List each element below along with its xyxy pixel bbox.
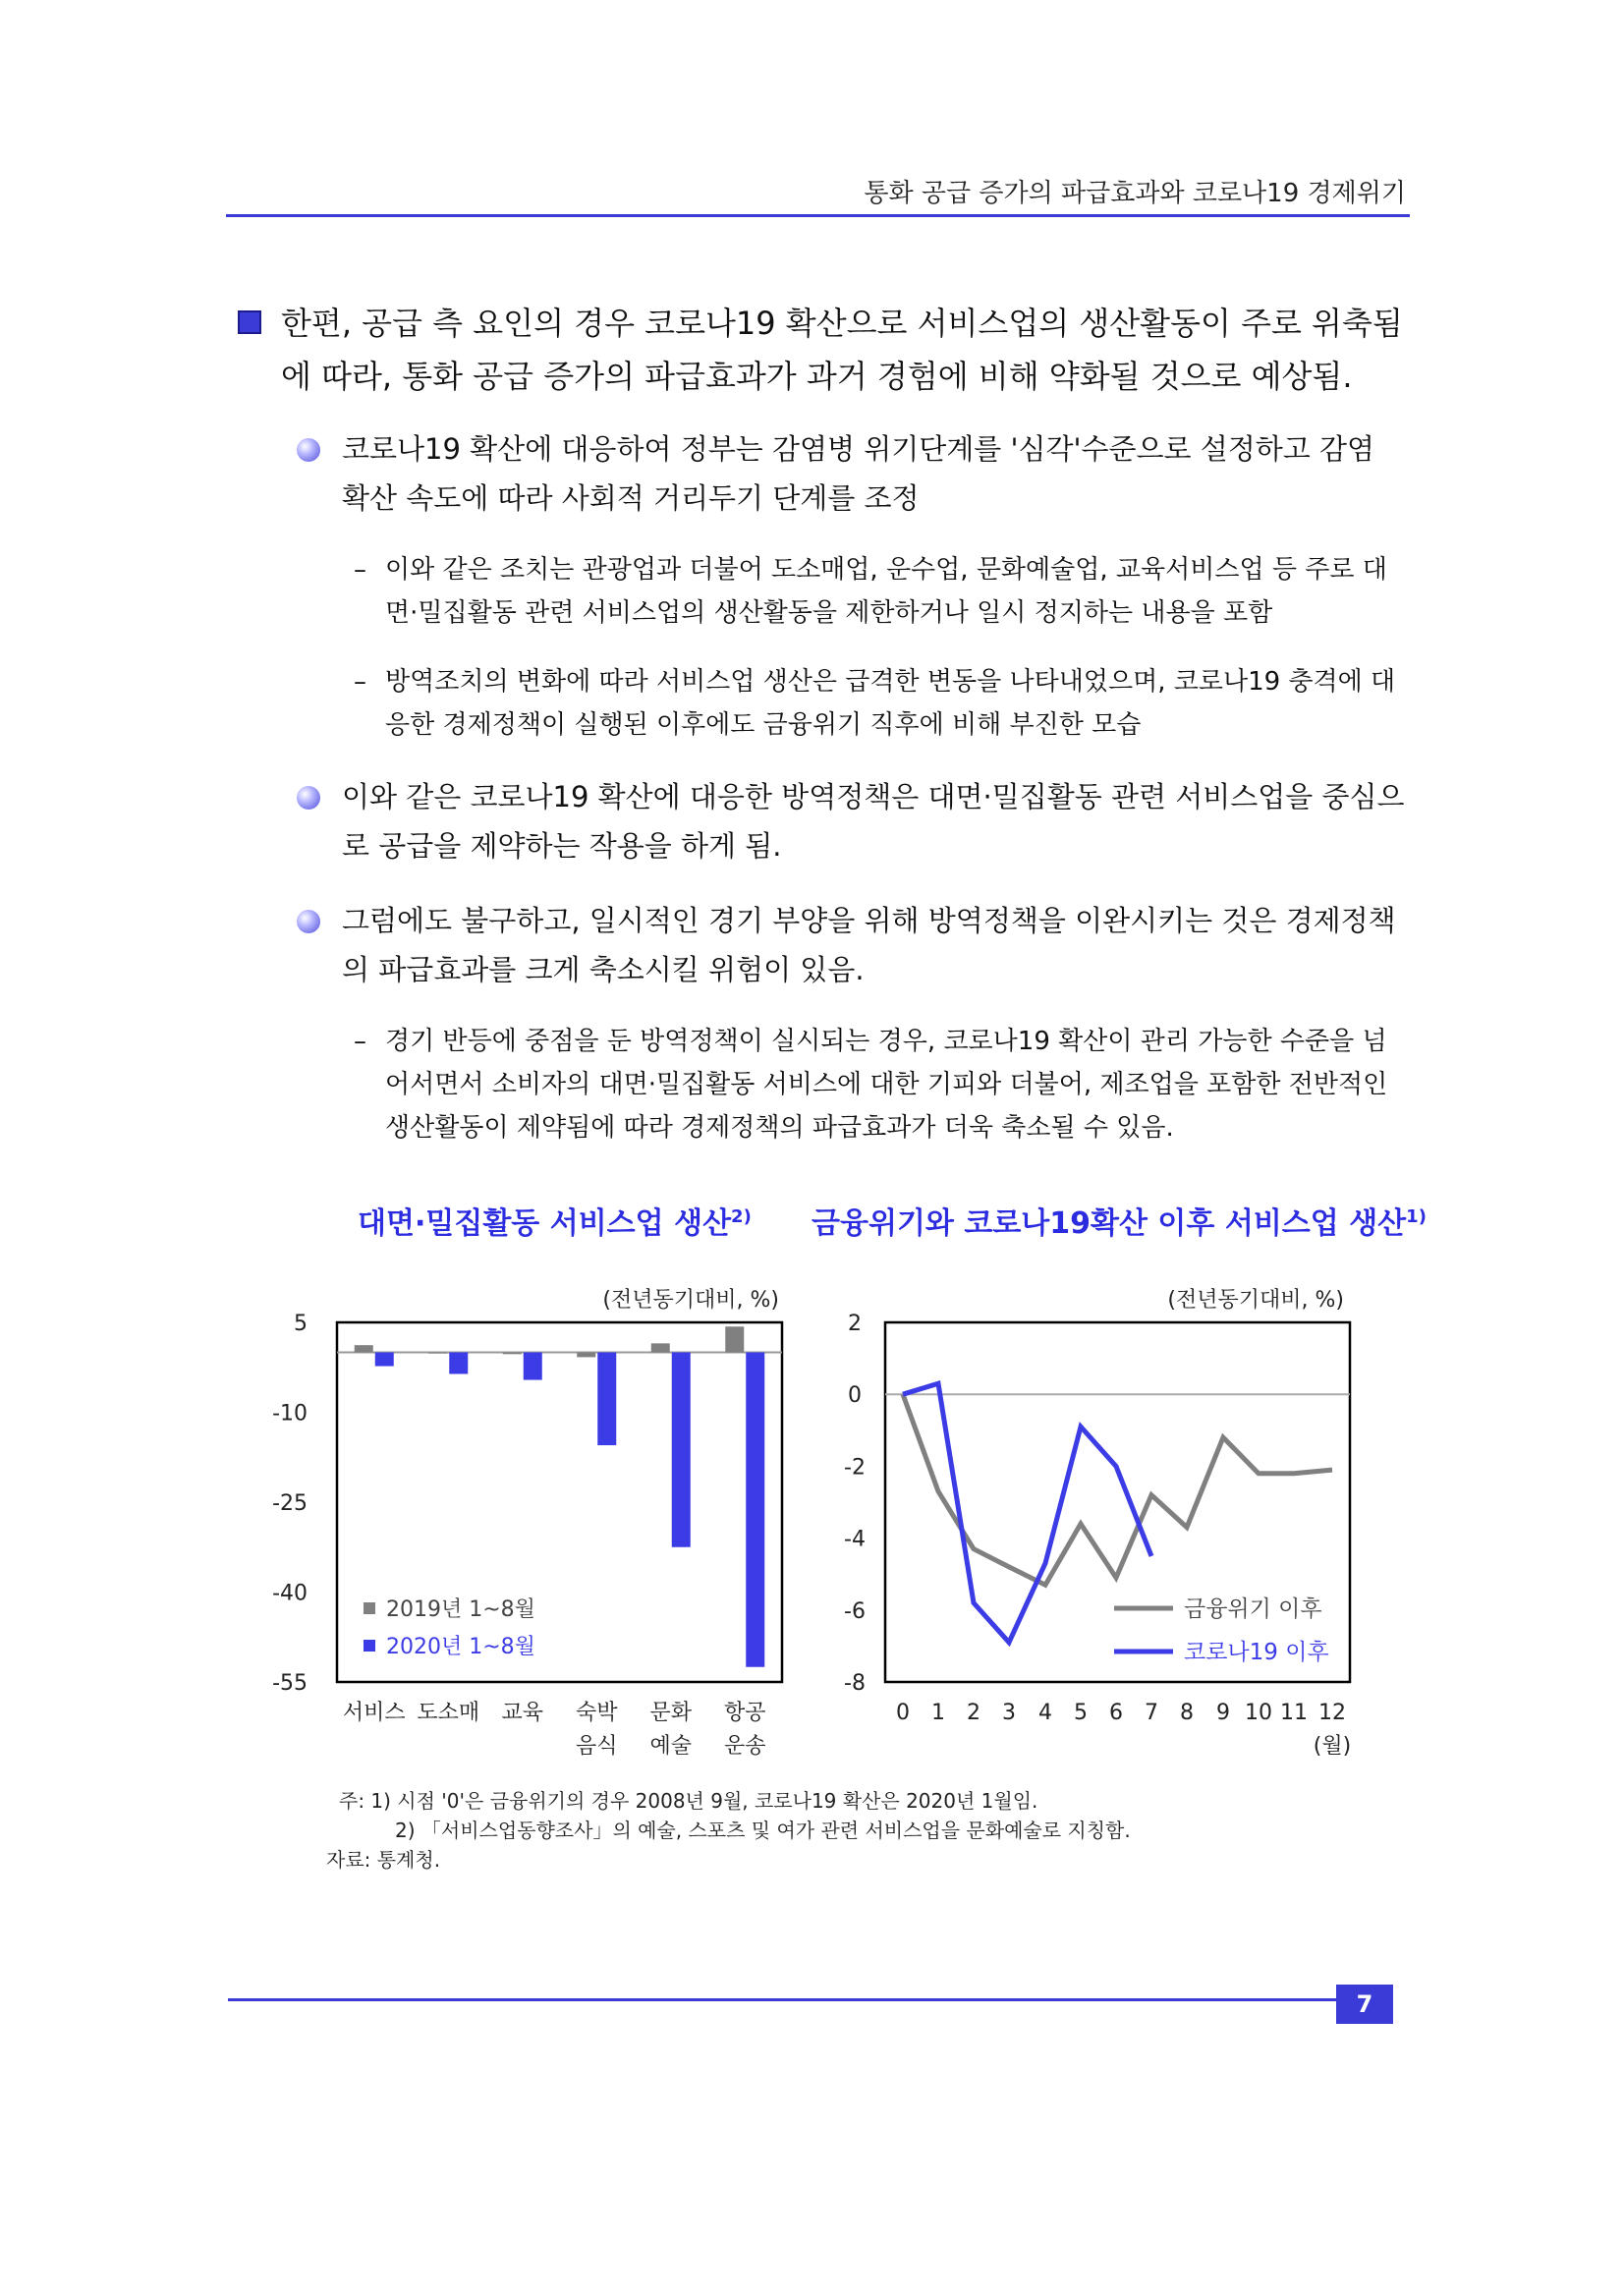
line-x-tick-label: 3 [1002,1701,1016,1725]
bar-y-tick-label: -25 [272,1491,308,1516]
right-chart-title-text: 금융위기와 코로나19확산 이후 서비스업 생산 [812,1206,1407,1241]
line-y-tick-label: -6 [844,1598,866,1624]
bar-2020 [449,1353,468,1374]
line-legend-label: 코로나19 이후 [1184,1640,1329,1665]
bar-2020 [597,1353,616,1446]
bar-category-label: 운송 [723,1734,766,1759]
line-x-tick-label: 6 [1109,1701,1123,1725]
bar-2019 [355,1345,373,1352]
bar-legend-label: 2019년 1~8월 [386,1597,535,1622]
sub-item-3a-text: 경기 반등에 중점을 둔 방역정책이 실시되는 경우, 코로나19 확산이 관리 가능한 수준을 넘어서면서 소비자의 대면·밀집활동 서비스에 대한 기피와 더불어, 제조업을 포함한 전반적인 생산활동이 제약됨에 따라 경제정책의 파급효과가 더욱 축소될 수 있음. [385,1027,1388,1143]
bar-2019 [577,1353,595,1358]
line-x-tick-label: 11 [1280,1701,1308,1725]
line-x-tick-label: 1 [931,1701,945,1725]
bar-y-tick-label: -55 [272,1671,308,1696]
bar-category-label: 서비스 [342,1701,406,1725]
line-legend-label: 금융위기 이후 [1184,1596,1322,1622]
bar-category-label: 항공 [723,1701,766,1725]
left-chart-title-sup: 2) [731,1206,752,1227]
notes [326,1786,1131,1875]
bar-2019 [725,1326,744,1352]
main-paragraph-text: 한편, 공급 측 요인의 경우 코로나19 확산으로 서비스업의 생산활동이 주로 위축됨에 따라, 통화 공급 증가의 파급효과가 과거 경험에 비해 약화될 것으로 예상됨. [281,305,1403,395]
left-chart-title-text: 대면·밀집활동 서비스업 생산 [358,1206,732,1241]
right-chart-title-sup: 1) [1406,1206,1427,1227]
bar-legend-swatch [364,1602,375,1614]
line-series-covid19 [903,1383,1151,1643]
line-x-tick-label: 8 [1180,1701,1194,1725]
line-y-tick-label: -2 [844,1455,866,1481]
bar-2019 [651,1343,670,1352]
bar-legend-label: 2020년 1~8월 [386,1635,535,1659]
line-y-tick-label: 2 [848,1312,862,1336]
source-note: 자료: 통계청. [326,1848,441,1872]
note-1: 주: 1) 시점 '0'은 금융위기의 경우 2008년 9월, 코로나19 확산은 2020년 1월임. [339,1789,1038,1813]
bullet-1-text: 코로나19 확산에 대응하여 정부는 감염병 위기단계를 '심각'수준으로 설정하고 감염 확산 속도에 따라 사회적 거리두기 단계를 조정 [342,432,1375,515]
sub-item-1b-text: 방역조치의 변화에 따라 서비스업 생산은 급격한 변동을 나타내었으며, 코로나19 충격에 대응한 경제정책이 실행된 이후에도 금융위기 직후에 비해 부진한 모습 [385,667,1396,740]
line-y-tick-label: 0 [848,1383,862,1409]
line-x-tick-label: 10 [1245,1701,1272,1725]
line-x-tick-label: 9 [1216,1701,1230,1725]
line-x-tick-label: 7 [1145,1701,1158,1725]
line-x-tick-label: 2 [967,1701,980,1725]
bar-2020 [672,1353,691,1547]
dash-marker: – [354,667,366,697]
bar-legend-swatch [364,1640,375,1652]
bar-y-tick-label: -40 [272,1581,308,1606]
bar-2020 [746,1353,764,1667]
bar-y-tick-label: 5 [294,1312,308,1336]
bar-category-label: 음식 [575,1734,618,1759]
line-x-tick-label: 4 [1038,1701,1052,1725]
bar-unit-label: (전년동기대비, %) [602,1288,779,1313]
bar-2019 [428,1353,447,1354]
line-x-unit-label: (월) [1313,1734,1352,1759]
bar-2020 [375,1353,394,1367]
line-unit-label: (전년동기대비, %) [1167,1288,1344,1313]
bar-category-label: 문화 [649,1701,693,1725]
bar-category-label: 교육 [501,1701,544,1725]
line-x-tick-label: 0 [896,1701,910,1725]
line-x-tick-label: 5 [1074,1701,1088,1725]
footer-rule [228,1998,1336,2001]
line-y-tick-label: -4 [844,1527,866,1552]
bullet-3-text: 그럼에도 불구하고, 일시적인 경기 부양을 위해 방역정책을 이완시키는 것은 경제정책의 파급효과를 크게 축소시킬 위험이 있음. [342,904,1396,986]
dash-marker: – [354,555,366,585]
page-number: 7 [1336,1985,1393,2024]
bar-2020 [524,1353,542,1380]
bar-category-label: 도소매 [417,1701,480,1725]
dash-marker: – [354,1027,366,1056]
line-y-tick-label: -8 [844,1671,866,1696]
line-x-tick-label: 12 [1318,1701,1346,1725]
bullet-2-text: 이와 같은 코로나19 확산에 대응한 방역정책은 대면·밀집활동 관련 서비스업을 중심으로 공급을 제약하는 작용을 하게 됨. [342,780,1405,863]
bar-y-tick-label: -10 [272,1401,308,1427]
note-2: 2) 「서비스업동향조사」의 예술, 스포츠 및 여가 관련 서비스업을 문화예술로 지칭함. [395,1819,1131,1842]
bar-category-label: 예술 [649,1734,693,1759]
running-header: 통화 공급 증가의 파급효과와 코로나19 경제위기 [864,179,1406,208]
bar-2019 [503,1353,522,1355]
sub-item-1a-text: 이와 같은 조치는 관광업과 더불어 도소매업, 운수업, 문화예술업, 교육서비스업 등 주로 대면·밀집활동 관련 서비스업의 생산활동을 제한하거나 일시 정지하는 내용을 포함 [385,555,1387,628]
bar-category-label: 숙박 [575,1701,618,1725]
bar-plot-frame [337,1322,782,1682]
